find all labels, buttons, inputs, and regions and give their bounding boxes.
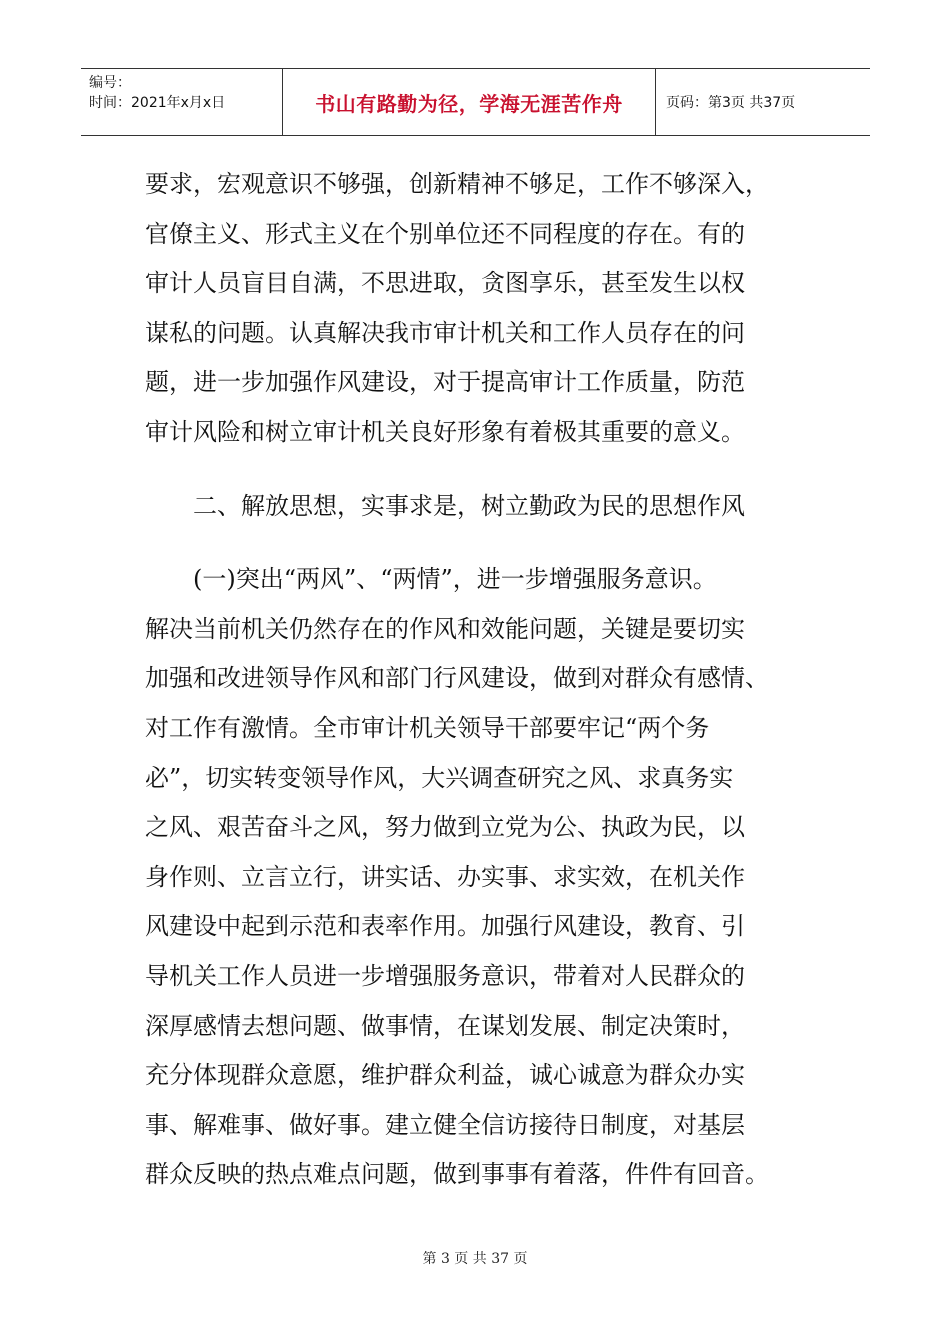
paragraph-2 <box>145 555 805 1200</box>
text-line: 加强和改进领导作风和部门行风建设，做到对群众有感情、 <box>145 664 769 693</box>
text-line: (一)突出“两风”、“两情”，进一步增强服务意识。 <box>193 565 717 594</box>
text-line: 深厚感情去想问题、做事情，在谋划发展、制定决策时， <box>145 1011 745 1040</box>
text-line: 群众反映的热点难点问题，做到事事有着落，件件有回音。 <box>145 1160 769 1189</box>
text-line: 解决当前机关仍然存在的作风和效能问题，关键是要切实 <box>145 614 745 643</box>
text-line: 题，进一步加强作风建设，对于提高审计工作质量，防范 <box>145 368 745 397</box>
date-label: 时间：2021年x月x日 <box>89 95 226 111</box>
text-line: 官僚主义、形式主义在个别单位还不同程度的存在。有的 <box>145 219 745 248</box>
text-line: 事、解难事、做好事。建立健全信访接待日制度，对基层 <box>145 1110 745 1139</box>
document-body <box>145 160 805 1200</box>
text-line: 之风、艰苦奋斗之风，努力做到立党为公、执政为民，以 <box>145 813 745 842</box>
header-motto: 书山有路勤为径，学海无涯苦作舟 <box>283 69 656 135</box>
text-line: 要求，宏观意识不够强，创新精神不够足，工作不够深入， <box>145 170 769 198</box>
serial-number-label: 编号： <box>89 75 131 91</box>
text-line: 审计风险和树立审计机关良好形象有着极其重要的意义。 <box>145 417 745 446</box>
text-line: 谋私的问题。认真解决我市审计机关和工作人员存在的问 <box>145 318 745 347</box>
section-heading: 二、解放思想，实事求是，树立勤政为民的思想作风 <box>193 491 745 520</box>
paragraph-1 <box>145 160 805 458</box>
text-line: 导机关工作人员进一步增强服务意识，带着对人民群众的 <box>145 961 745 990</box>
text-line: 审计人员盲目自满，不思进取，贪图享乐，甚至发生以权 <box>145 269 745 298</box>
text-line: 身作则、立言立行，讲实话、办实事、求实效，在机关作 <box>145 862 745 891</box>
page-footer: 第 3 页 共 37 页 <box>422 1251 528 1267</box>
header-page-info: 页码：第3页 共37页 <box>666 95 796 111</box>
text-line: 充分体现群众意愿，维护群众利益，诚心诚意为群众办实 <box>145 1061 745 1090</box>
text-line: 对工作有激情。全市审计机关领导干部要牢记“两个务 <box>145 713 710 742</box>
text-line: 必”，切实转变领导作风，大兴调查研究之风、求真务实 <box>145 763 734 792</box>
text-line: 风建设中起到示范和表率作用。加强行风建设，教育、引 <box>145 912 745 941</box>
header-meta <box>81 69 283 135</box>
document-header <box>81 68 870 136</box>
